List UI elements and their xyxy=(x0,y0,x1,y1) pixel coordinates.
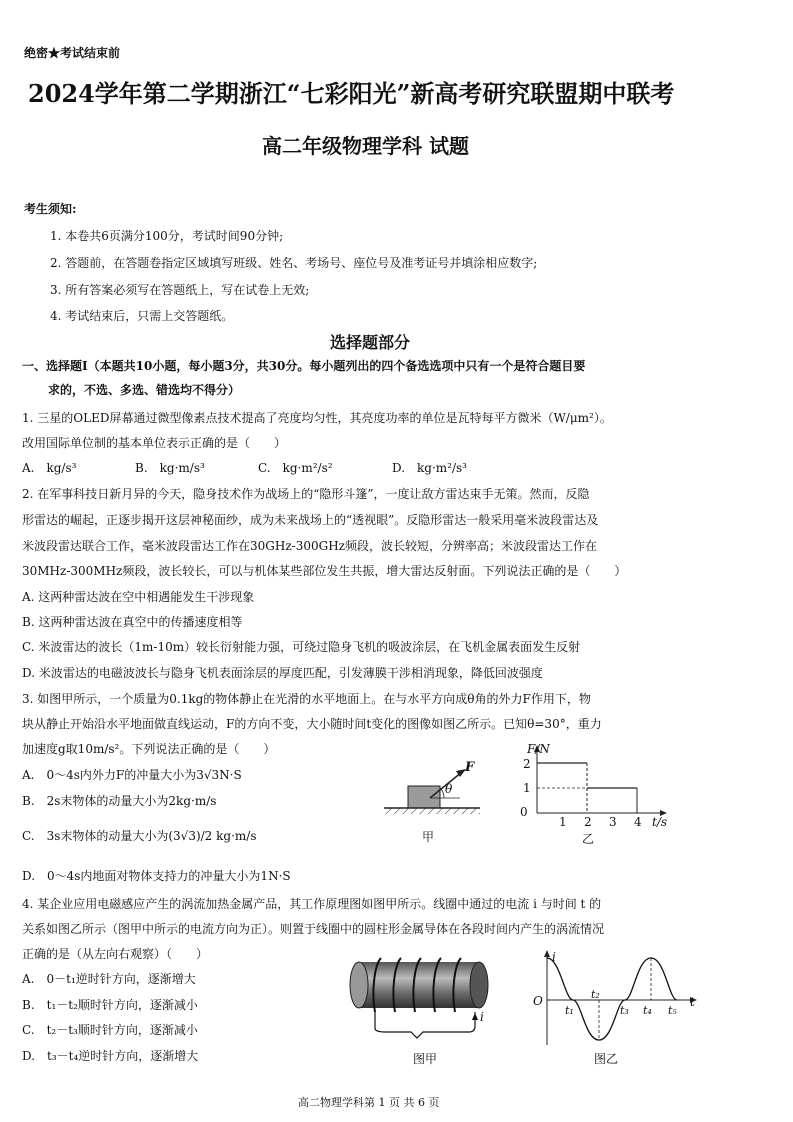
exam-subtitle: 高二年级物理学科 试题 xyxy=(262,134,469,158)
t-label-5: t₅ xyxy=(668,1004,677,1017)
q4-option-b: B. t₁－t₂顺时针方向，逐渐减小 xyxy=(22,998,198,1012)
q4-option-c: C. t₂－t₃顺时针方向，逐渐减小 xyxy=(22,1023,198,1037)
angle-label: θ xyxy=(445,782,453,796)
block xyxy=(408,786,440,808)
force-label: F xyxy=(465,760,475,775)
q1-option-b: B. kg·m/s³ xyxy=(135,461,205,475)
q4-figure-jia-caption: 图甲 xyxy=(413,1052,438,1066)
q4-stem-line2: 关系如图乙所示（图甲中所示的电流方向为正）。则置于线圈中的圆柱形金属导体在各段时间内产生的涡流情况 xyxy=(22,922,605,936)
q2-option-d: D. 米波雷达的电磁波波长与隐身飞机表面涂层的厚度匹配，引发薄膜干涉相消现象，降低回波强度 xyxy=(22,666,543,680)
ground-hatch xyxy=(384,808,480,814)
notice-item: 3. 所有答案必须写在答题纸上，写在试卷上无效; xyxy=(50,283,310,297)
q3-figure-jia-caption: 甲 xyxy=(422,830,435,844)
t-tick-2: 2 xyxy=(584,815,592,829)
current-arrowhead xyxy=(472,1013,478,1020)
notice-item: 2. 答题前，在答题卷指定区域填写班级、姓名、考场号、座位号及准考证号并填涂相应数字; xyxy=(50,256,538,270)
q3-stem-line3: 加速度g取10m/s²。下列说法正确的是（ ） xyxy=(22,742,276,756)
notice-heading: 考生须知: xyxy=(24,202,77,216)
graph-origin: O xyxy=(533,994,543,1008)
section-heading-line2: 求的，不选、多选、错选均不得分） xyxy=(48,383,241,397)
q3-option-d: D. 0～4s内地面对物体支持力的冲量大小为1N·S xyxy=(22,869,291,883)
q3-figure-yi-graph xyxy=(512,745,672,830)
t-label-3: t₃ xyxy=(620,1004,629,1017)
q4-figure-yi-graph xyxy=(525,950,705,1050)
t-tick-1: 1 xyxy=(559,815,567,829)
section-heading-line1: 一、选择题Ⅰ（本题共10小题，每小题3分，共30分。每小题列出的四个备选选项中只有一个是符合题目要 xyxy=(22,359,586,373)
q3-stem-line2: 块从静止开始沿水平地面做直线运动，F的方向不变，大小随时间t变化的图像如图乙所示。已知θ=30°，重力 xyxy=(22,717,602,731)
current-wave xyxy=(547,958,677,1040)
q2-stem-line: 形雷达的崛起，正逐步揭开这层神秘面纱，成为未来战场上的“透视眼”。反隐形雷达一般采用毫米波段雷达及 xyxy=(22,513,599,527)
q3-option-b: B. 2s末物体的动量大小为2kg·m/s xyxy=(22,794,217,808)
q2-stem-line: 米波段雷达联合工作，毫米波段雷达工作在30GHz-300GHz频段，波长较短，分辨率高；米波段雷达工作在 xyxy=(22,539,597,553)
i-axis-label: i xyxy=(552,950,556,964)
f-tick-1: 1 xyxy=(523,781,531,795)
t-label-4: t₄ xyxy=(643,1004,652,1017)
q2-stem-line: 30MHz-300MHz频段，波长较长，可以与机体某些部位发生共振，增大雷达反射面。下列说法正确的是（ ） xyxy=(22,564,627,578)
t-label-1: t₁ xyxy=(565,1004,574,1017)
cylinder-right-end xyxy=(470,962,488,1008)
q4-option-d: D. t₃－t₄逆时针方向，逐渐增大 xyxy=(22,1049,199,1063)
q3-option-c: C. 3s末物体的动量大小为(3√3)/2 kg·m/s xyxy=(22,829,257,843)
q3-figure-yi-caption: 乙 xyxy=(582,832,595,846)
q1-stem-line2: 改用国际单位制的基本单位表示正确的是（ ） xyxy=(22,436,287,450)
q4-option-a: A. 0－t₁逆时针方向，逐渐增大 xyxy=(22,972,196,986)
t-tick-4: 4 xyxy=(634,815,642,829)
q3-stem-line1: 3. 如图甲所示，一个质量为0.1kg的物体静止在光滑的水平地面上。在与水平方向成θ角的外力F作用下，物 xyxy=(22,692,591,706)
q2-option-b: B. 这两种雷达波在真空中的传播速度相等 xyxy=(22,615,243,629)
q4-stem-line1: 4. 某企业应用电磁感应产生的涡流加热金属产品，其工作原理图如图甲所示。线圈中通过的电流 i 与时间 t 的 xyxy=(22,897,602,911)
q2-stem-line: 2. 在军事科技日新月异的今天，隐身技术作为战场上的“隐形斗篷”，一度让敌方雷达束手无策。然而，反隐 xyxy=(22,487,590,501)
q4-stem-line3: 正确的是（从左向右观察）（ ） xyxy=(22,947,209,961)
q1-stem-line1: 1. 三星的OLED屏幕通过微型像素点技术提高了亮度均匀性，其亮度功率的单位是瓦特每平方微米（W/μm²）。 xyxy=(22,411,612,425)
t-label-2: t₂ xyxy=(591,988,600,1001)
exam-title: 2024学年第二学期浙江“七彩阳光”新高考研究联盟期中联考 xyxy=(28,79,675,108)
graph-origin: 0 xyxy=(520,805,528,819)
f-axis-label: F/N xyxy=(527,742,550,756)
q2-option-a: A. 这两种雷达波在空中相遇能发生干涉现象 xyxy=(22,590,255,604)
q1-option-d: D. kg·m²/s³ xyxy=(392,461,467,475)
coil-leads xyxy=(375,1012,475,1038)
q1-option-c: C. kg·m²/s² xyxy=(258,461,333,475)
page-footer: 高二物理学科第 1 页 共 6 页 xyxy=(298,1096,440,1109)
q1-option-a: A. kg/s³ xyxy=(22,461,77,475)
f-tick-2: 2 xyxy=(523,757,531,771)
q3-option-a: A. 0～4s内外力F的冲量大小为3√3N·S xyxy=(22,768,242,782)
t-tick-3: 3 xyxy=(609,815,617,829)
notice-item: 4. 考试结束后，只需上交答题纸。 xyxy=(50,309,234,323)
t-axis-label: t xyxy=(690,995,695,1009)
cylinder-left-end xyxy=(350,962,368,1008)
i-axis-arrow xyxy=(544,950,550,957)
t-axis-label: t/s xyxy=(652,815,668,829)
confidential-label: 绝密★考试结束前 xyxy=(24,46,121,60)
notice-item: 1. 本卷共6页满分100分，考试时间90分钟; xyxy=(50,229,284,243)
q4-figure-jia xyxy=(345,950,505,1050)
current-label: i xyxy=(480,1010,484,1024)
q4-figure-yi-caption: 图乙 xyxy=(594,1052,619,1066)
section-title: 选择题部分 xyxy=(330,333,411,352)
angle-arc xyxy=(441,789,444,798)
q2-option-c: C. 米波雷达的波长（1m-10m）较长衍射能力强，可绕过隐身飞机的吸波涂层，在飞机金属表面发生反射 xyxy=(22,640,581,654)
